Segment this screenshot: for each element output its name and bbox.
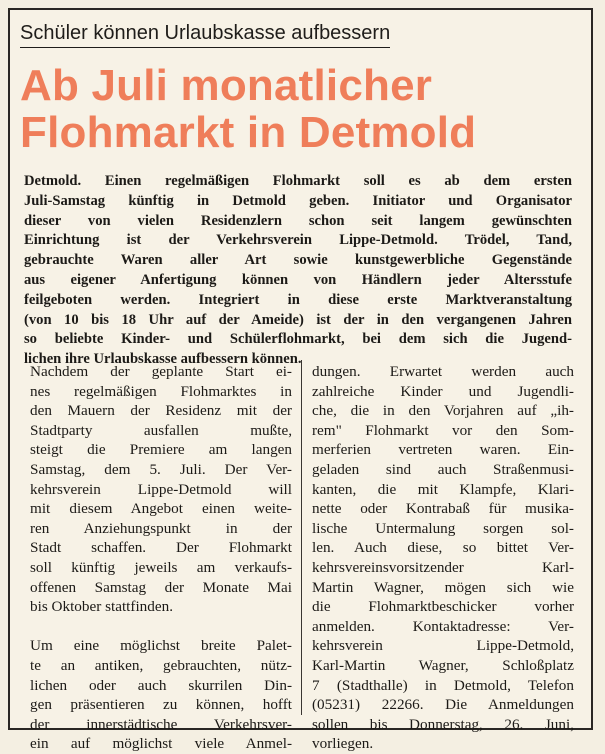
body-line: nette oder Kontrabaß für musika- (312, 500, 574, 518)
body-column-right (312, 362, 574, 754)
body-line: zahlreiche Kinder und Jugendli- (312, 382, 574, 400)
body-line: die Flohmarktbeschicker vorher (312, 598, 574, 616)
body-line: steigt die Premiere am langen (30, 441, 292, 459)
body-line: 7 (Stadthalle) in Detmold, Telefon (312, 676, 574, 694)
body-line: geladen sind auch Straßenmusi- (312, 460, 574, 478)
lead-line: aus eigener Anfertigung können von Händlern jeder Altersstufe (24, 271, 572, 288)
body-line: rem" Flohmarkt vor den Som- (312, 421, 574, 439)
lead-paragraph (24, 172, 572, 370)
lead-line: dieser von vielen Residenzlern schon seit langem gewünschten (24, 212, 572, 229)
body-line: ren Anziehungspunkt in der (30, 519, 292, 537)
body-column-left (30, 362, 292, 754)
body-line: offenen Samstag der Monate Mai (30, 578, 292, 596)
body-line: ein auf möglichst viele Anmel- (30, 735, 292, 753)
lead-line: feilgeboten werden. Integriert in diese erste Marktveranstaltung (24, 291, 572, 308)
lead-line: (von 10 bis 18 Uhr auf der Ameide) ist der in den vergangenen Jahren (24, 311, 572, 328)
body-line: Stadtparty ausfallen mußte, (30, 421, 292, 439)
body-line: nes regelmäßigen Flohmarktes in (30, 382, 292, 400)
body-line: dungen. Erwartet werden auch (312, 363, 574, 380)
body-line: Um eine möglichst breite Palet- (30, 637, 292, 655)
paragraph-gap (30, 617, 292, 637)
body-line: kehrsverein Lippe-Detmold, (312, 637, 574, 655)
lead-line: Einrichtung ist der Verkehrsverein Lippe-Detmold. Trödel, Tand, (24, 232, 572, 249)
lead-line: lichen ihre Urlaubskasse aufbessern können. (24, 351, 302, 368)
body-line: Nachdem der geplante Start ei- (30, 363, 292, 380)
kicker-headline: Schüler können Urlaubskasse aufbessern (20, 22, 390, 48)
body-line: Stadt schaffen. Der Flohmarkt (30, 539, 292, 557)
body-line: merferien vertreten waren. Ein- (312, 441, 574, 459)
body-line: kehrsvereinsvorsitzender Karl- (312, 558, 574, 576)
body-line: anmelden. Kontaktadresse: Ver- (312, 617, 574, 635)
body-line: te an antiken, gebrauchten, nütz- (30, 656, 292, 674)
body-line: kehrsverein Lippe-Detmold will (30, 480, 292, 498)
body-line: len. Auch diese, so bittet Ver- (312, 539, 574, 557)
body-line: (05231) 22266. Die Anmeldungen (312, 696, 574, 714)
body-line: bis Oktober stattfinden. (30, 598, 173, 616)
column-divider (301, 360, 302, 715)
body-line: vorliegen. (312, 735, 374, 753)
body-line: che, die in den Vorjahren auf „ih- (312, 402, 574, 420)
body-line: Samstag, dem 5. Juli. Der Ver- (30, 460, 292, 478)
body-line: mit diesem Angebot einen weite- (30, 500, 292, 518)
lead-line: Detmold. Einen regelmäßigen Flohmarkt soll es ab dem ersten (24, 173, 572, 189)
lead-line: so beliebte Kinder- und Schülerflohmarkt, bei dem sich die Jugend- (24, 331, 572, 348)
headline-line: Ab Juli monatlicher (20, 61, 433, 110)
body-line: lische Untermalung sorgen sol- (312, 519, 574, 537)
body-line: sollen bis Donnerstag, 26. Juni, (312, 715, 574, 733)
body-line: lichen oder auch skurrilen Din- (30, 676, 292, 694)
body-line: Martin Wagner, mögen sich wie (312, 578, 574, 596)
body-line: soll künftig jeweils am verkaufs- (30, 558, 292, 576)
body-line: der innerstädtische Verkehrsver- (30, 715, 292, 733)
lead-line: gebrauchte Waren aller Art sowie kunstgewerbliche Gegenstände (24, 252, 572, 269)
body-line: kanten, die mit Klampfe, Klari- (312, 480, 574, 498)
main-headline (20, 62, 580, 156)
lead-line: Juli-Samstag künftig in Detmold geben. Initiator und Organisator (24, 192, 572, 209)
body-line: Karl-Martin Wagner, Schloßplatz (312, 656, 574, 674)
headline-line: Flohmarkt in Detmold (20, 108, 477, 157)
body-line: gen präsentieren zu können, hofft (30, 696, 292, 714)
body-line: den Mauern der Residenz mit der (30, 402, 292, 420)
